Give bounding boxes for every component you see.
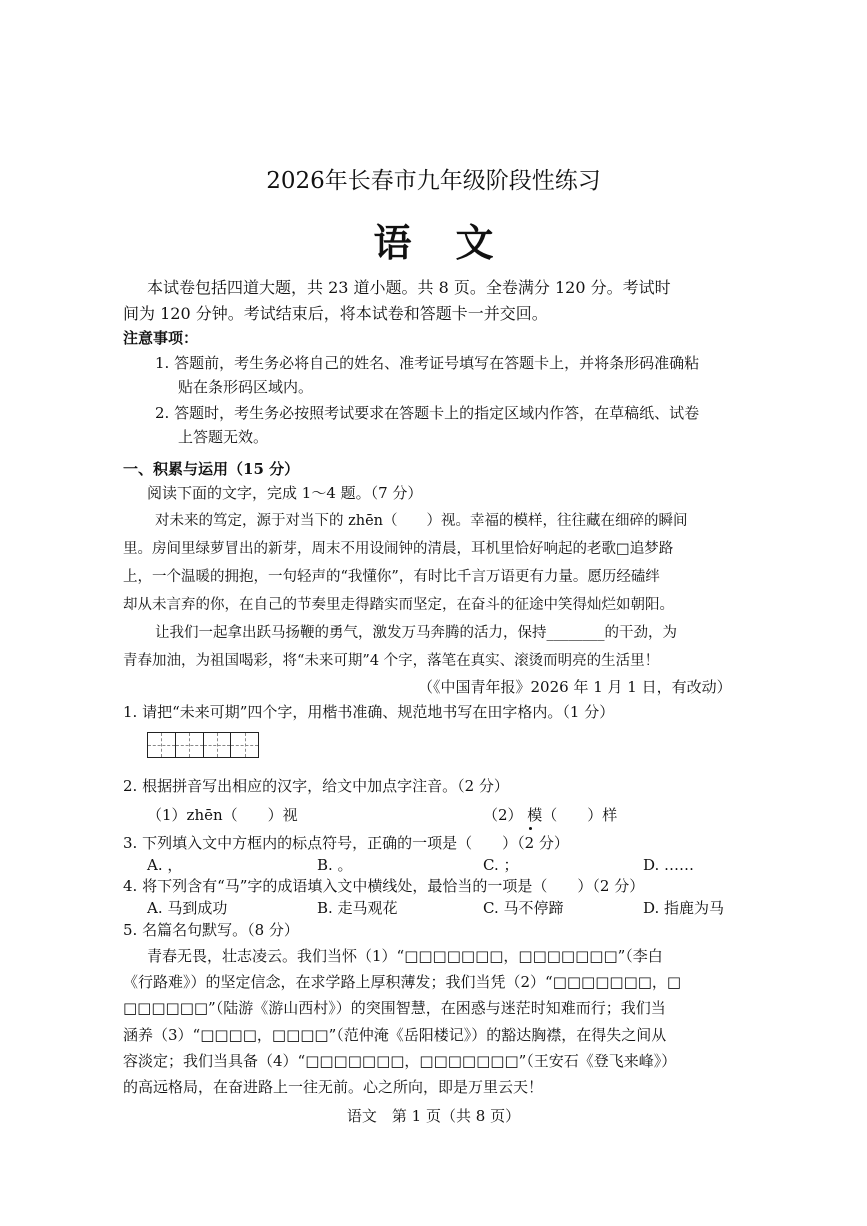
question-2: 2. 根据拼音写出相应的汉字，给文中加点字注音。（2 分） — [123, 777, 509, 795]
notice-item-1-line-2: 贴在条形码区域内。 — [178, 378, 314, 396]
question-2-part-1: （1）zhēn（ ）视 — [147, 806, 298, 824]
passage-line: 青春加油，为祖国喝彩，将“未来可期”4 个字，落笔在真实、滚烫而明亮的生活里！ — [123, 653, 660, 669]
emphasis-dot — [529, 827, 532, 830]
tianzige-cell[interactable] — [204, 733, 232, 757]
question-4-option-c: C. 马不停蹄 — [483, 899, 564, 917]
passage-line: 却从未言弃的你，在自己的节奏里走得踏实而坚定，在奋斗的征途中笑得灿烂如朝阳。 — [123, 597, 674, 613]
exam-title: 2026年长春市九年级阶段性练习 — [266, 168, 601, 194]
question-1: 1. 请把“未来可期”四个字，用楷书准确、规范地书写在田字格内。（1 分） — [123, 703, 615, 721]
passage-line: 对未来的笃定，源于对当下的 zhēn（ ）视。幸福的模样，往往藏在细碎的瞬间 — [155, 513, 688, 529]
section-1-instruction: 阅读下面的文字，完成 1～4 题。（7 分） — [147, 484, 423, 502]
question-4-option-d: D. 指鹿为马 — [643, 899, 725, 917]
question-3: 3. 下列填入文中方框内的标点符号，正确的一项是（ ）（2 分） — [123, 834, 569, 852]
question-5-line: □□□□□□”（陆游《游山西村》）的突围智慧，在困惑与迷茫时知难而行；我们当 — [123, 999, 666, 1017]
question-5-line: 《行路难》）的坚定信念，在求学路上厚积薄发；我们当凭（2）“□□□□□□□，□ — [123, 973, 682, 991]
notice-item-2-line-2: 上答题无效。 — [178, 428, 269, 446]
question-3-option-a: A. ， — [147, 856, 183, 874]
question-5: 5. 名篇名句默写。（8 分） — [123, 921, 299, 939]
question-2-part-2: （2） 模（ ）样 — [483, 806, 618, 824]
section-1-heading: 一、积累与运用（15 分） — [123, 460, 300, 478]
question-5-line: 青春无畏，壮志凌云。我们当怀（1）“□□□□□□□，□□□□□□□”（李白 — [147, 947, 663, 965]
notice-item-1-line-1: 1. 答题前，考生务必将自己的姓名、准考证号填写在答题卡上，并将条形码准确粘 — [155, 354, 700, 372]
question-5-line: 容淡定；我们当具备（4）“□□□□□□□，□□□□□□□”（王安石《登飞来峰》） — [123, 1052, 677, 1070]
subject-title: 语文 — [373, 220, 538, 265]
question-3-option-c: C. ； — [483, 856, 519, 874]
question-5-line: 的高远格局，在奋进路上一往无前。心之所向，即是万里云天！ — [123, 1078, 544, 1096]
question-5-line: 涵养（3）“□□□□，□□□□”（范仲淹《岳阳楼记》）的豁达胸襟，在得失之间从 — [123, 1026, 667, 1044]
passage-source: （《中国青年报》2026 年 1 月 1 日，有改动） — [418, 678, 732, 696]
tianzige-cell[interactable] — [176, 733, 204, 757]
intro-line-2: 间为 120 分钟。考试结束后，将本试卷和答题卡一并交回。 — [123, 304, 548, 323]
tianzige-cell[interactable] — [148, 733, 176, 757]
notice-heading: 注意事项： — [123, 329, 199, 347]
question-4: 4. 将下列含有“马”字的成语填入文中横线处，最恰当的一项是（ ）（2 分） — [123, 877, 645, 895]
question-3-option-b: B. 。 — [317, 856, 353, 874]
tianzige-cell[interactable] — [231, 733, 258, 757]
passage-line: 里。房间里绿萝冒出的新芽，周末不用设闹钟的清晨，耳机里恰好响起的老歌□追梦路 — [123, 541, 674, 557]
question-3-option-d: D. …… — [643, 856, 695, 874]
question-4-option-b: B. 走马观花 — [317, 899, 398, 917]
passage-line: 让我们一起拿出跃马扬鞭的勇气，激发万马奔腾的活力，保持________的干劲，为 — [155, 625, 677, 641]
tianzige-grid[interactable] — [147, 732, 259, 758]
passage-line: 上，一个温暖的拥抱，一句轻声的“我懂你”，有时比千言万语更有力量。愿历经磕绊 — [123, 569, 660, 585]
question-4-option-a: A. 马到成功 — [147, 899, 228, 917]
notice-item-2-line-1: 2. 答题时，考生务必按照考试要求在答题卡上的指定区域内作答，在草稿纸、试卷 — [155, 404, 700, 422]
intro-line-1: 本试卷包括四道大题，共 23 道小题。共 8 页。全卷满分 120 分。考试时 — [147, 278, 671, 297]
page-footer: 语文 第 1 页（共 8 页） — [346, 1107, 521, 1125]
